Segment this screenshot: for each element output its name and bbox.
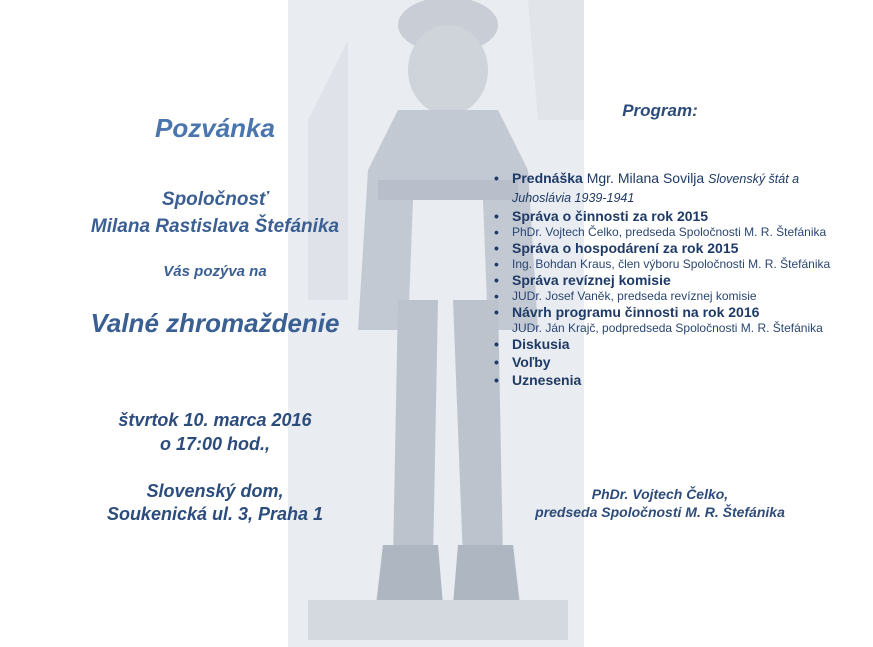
item-bold: Uznesenia xyxy=(512,372,582,388)
list-item xyxy=(494,225,847,239)
program-heading: Program: xyxy=(622,101,698,120)
event-place-line1: Slovenský dom, xyxy=(146,481,284,501)
invitation-title: Pozvánka xyxy=(155,113,275,143)
item-bold: Správa revíznej komisie xyxy=(512,272,671,288)
bullet-icon: • xyxy=(494,256,499,272)
item-sub: JUDr. Ján Krajč, podpredseda Spoločnosti M. R. Štefánika xyxy=(512,321,823,335)
list-item xyxy=(494,371,847,389)
item-bold: Správa o hospodárení za rok 2015 xyxy=(512,240,739,256)
bullet-icon: • xyxy=(494,336,499,352)
list-item xyxy=(494,303,847,321)
list-item xyxy=(494,321,847,335)
organization-name-line2: Milana Rastislava Štefánika xyxy=(90,216,340,237)
item-sub: PhDr. Vojtech Čelko, predseda Spoločnosti M. R. Štefánika xyxy=(512,225,827,239)
event-place-line2: Soukenická ul. 3, Praha 1 xyxy=(106,504,324,524)
list-item xyxy=(494,271,847,289)
signature-name: PhDr. Vojtech Čelko, xyxy=(591,486,729,502)
bullet-icon: • xyxy=(494,208,499,224)
assembly-title: Valné zhromaždenie xyxy=(90,308,340,338)
item-bold: Správa o činnosti za rok 2015 xyxy=(512,208,709,224)
list-item xyxy=(494,335,847,353)
signature-title: predseda Spoločnosti M. R. Štefánika xyxy=(535,504,785,520)
list-item xyxy=(494,257,847,271)
item-bold: Voľby xyxy=(512,354,551,370)
item-italic: Slovenský štát a Juhoslávia 1939-1941 xyxy=(512,172,800,205)
list-item xyxy=(494,207,847,225)
list-item xyxy=(494,169,847,207)
bullet-icon: • xyxy=(494,372,499,388)
item-plain: Mgr. Milana Sovilja xyxy=(582,170,709,186)
invitation-left-column xyxy=(0,0,430,647)
bullet-icon: • xyxy=(494,170,499,186)
list-item xyxy=(494,239,847,257)
organization-name-line1: Spoločnosť xyxy=(161,189,269,210)
bullet-icon: • xyxy=(494,240,499,256)
program-list xyxy=(494,169,847,389)
event-date: štvrtok 10. marca 2016 xyxy=(118,410,312,430)
program-right-column xyxy=(480,0,850,647)
list-item xyxy=(494,353,847,371)
bullet-icon: • xyxy=(494,272,499,288)
event-time: o 17:00 hod., xyxy=(159,434,271,454)
bullet-icon: • xyxy=(494,288,499,304)
item-bold: Diskusia xyxy=(512,336,570,352)
bullet-icon: • xyxy=(494,354,499,370)
item-bold: Prednáška xyxy=(512,170,583,186)
invites-text: Vás pozýva na xyxy=(163,263,267,280)
item-sub: Ing. Bohdan Kraus, člen výboru Spoločnosti M. R. Štefánika xyxy=(512,257,831,271)
list-item xyxy=(494,289,847,303)
item-bold: Návrh programu činnosti na rok 2016 xyxy=(512,304,760,320)
bullet-icon: • xyxy=(494,224,499,240)
item-sub: JUDr. Josef Vaněk, predseda revíznej komisie xyxy=(512,289,757,303)
bullet-icon: • xyxy=(494,304,499,320)
